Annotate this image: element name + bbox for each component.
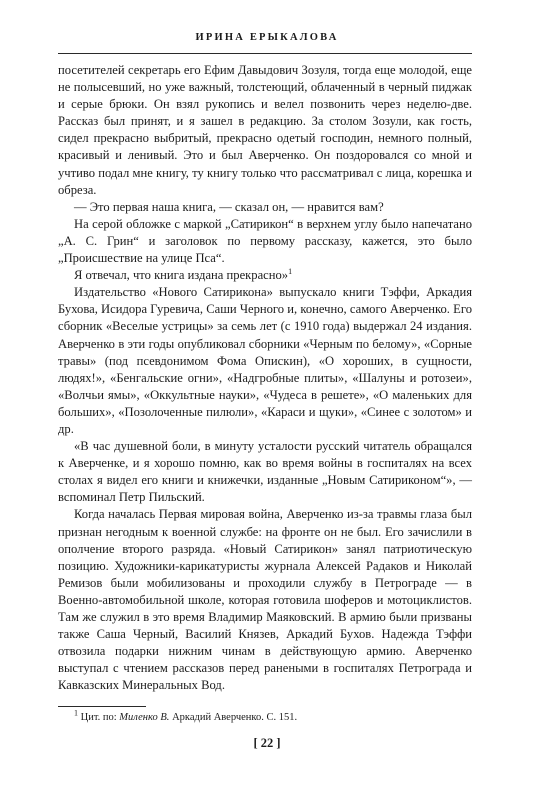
paragraph: — Это первая наша книга, — сказал он, — нравится вам? (74, 199, 384, 214)
paragraph (58, 267, 472, 284)
footnote-author: Миленко В. (119, 712, 170, 723)
paragraph-text: Я отвечал, что книга издана прекрасно» (74, 268, 289, 283)
footnote-marker: 1 (74, 708, 78, 718)
header-rule (58, 53, 472, 54)
paragraph: «В час душевной боли, в минуту усталости русский читатель обращался к Аверченке, и я хорошо помню, как во время войны в госпиталях на всех столах я видел его книги и книжечки, изданные „Новым Сатириконом“», — вспоминал Петр Пильский. (58, 439, 472, 505)
footnote (58, 708, 472, 725)
footnote-rule (58, 706, 146, 707)
paragraph: На серой обложке с маркой „Сатирикон“ в верхнем углу было напечатано „А. С. Грин“ и заголовок по первому рассказу, кажется, это было „Происшествие на улице Пса“. (58, 216, 472, 266)
paragraph: посетителей секретарь его Ефим Давыдович Зозуля, тогда еще молодой, еще не полысевший, но уже важный, толстеющий, облаченный в черный пиджак и серые брюки. Он взял рукопись и велел позвонить через неделю-две. Рассказ был принят, и я зашел в редакцию. За столом Зозули, как гость, сидел прекрасно выбритый, прекрасно одетый господин, немного полный, красивый и ленивый. Это и был Аверченко. Он поздоровался со мной и учтиво подал мне книгу, ту книгу только что рассматривал с лица, корешка и обреза. (58, 63, 472, 197)
footnote-prefix: Цит. по: (80, 712, 117, 723)
paragraph: Когда началась Первая мировая война, Аверченко из-за травмы глаза был признан негодным к военной службе: на фронте он не был. Его зачислили в ополчение второго разряда. «Новый Сатирикон» занял патриотическую позицию. Художники-карикатуристы журнала Алексей Радаков и Николай Ремизов были мобилизованы и проходили службу в Петрограде — в Военно-автомобильной школе, которая готовила шоферов и мотоциклистов. Там же служил в это время Владимир Маяковский. В армию были призваны также Саша Черный, Василий Князев, Аркадий Бухов. Надежда Тэффи отвозила подарки нижним чинам в действующую армию. Аверченко выступал с чтением рассказов перед ранеными в госпиталях Петрограда и Кавказских Минеральных Вод. (58, 507, 472, 693)
footnote-reference[interactable]: 1 (288, 266, 293, 276)
footnote-source: Аркадий Аверченко. С. 151. (172, 712, 298, 723)
body-text (58, 62, 472, 694)
paragraph: Издательство «Нового Сатирикона» выпускало книги Тэффи, Аркадия Бухова, Исидора Гуревича, Саши Черного и, конечно, самого Аверченко. Его сборник «Веселые устрицы» за семь лет (с 1910 года) выдержал 24 издания. Аверченко в эти годы опубликовал сборники «Черным по белому», «Сорные травы» (под псевдонимом Фома Опискин), «О хороших, в сущности, людях!», «Бенгальские огни», «Надгробные плиты», «Шалуны и ротозеи», «Волчьи ямы», «Оккультные науки», «Чудеса в решете», «О маленьких для больших», «Позолоченные пилюли», «Караси и щуки», «Синее с золотом» и др. (58, 285, 472, 436)
running-head: ИРИНА ЕРЫКАЛОВА (195, 32, 339, 43)
page-number: [ 22 ] (253, 736, 281, 750)
